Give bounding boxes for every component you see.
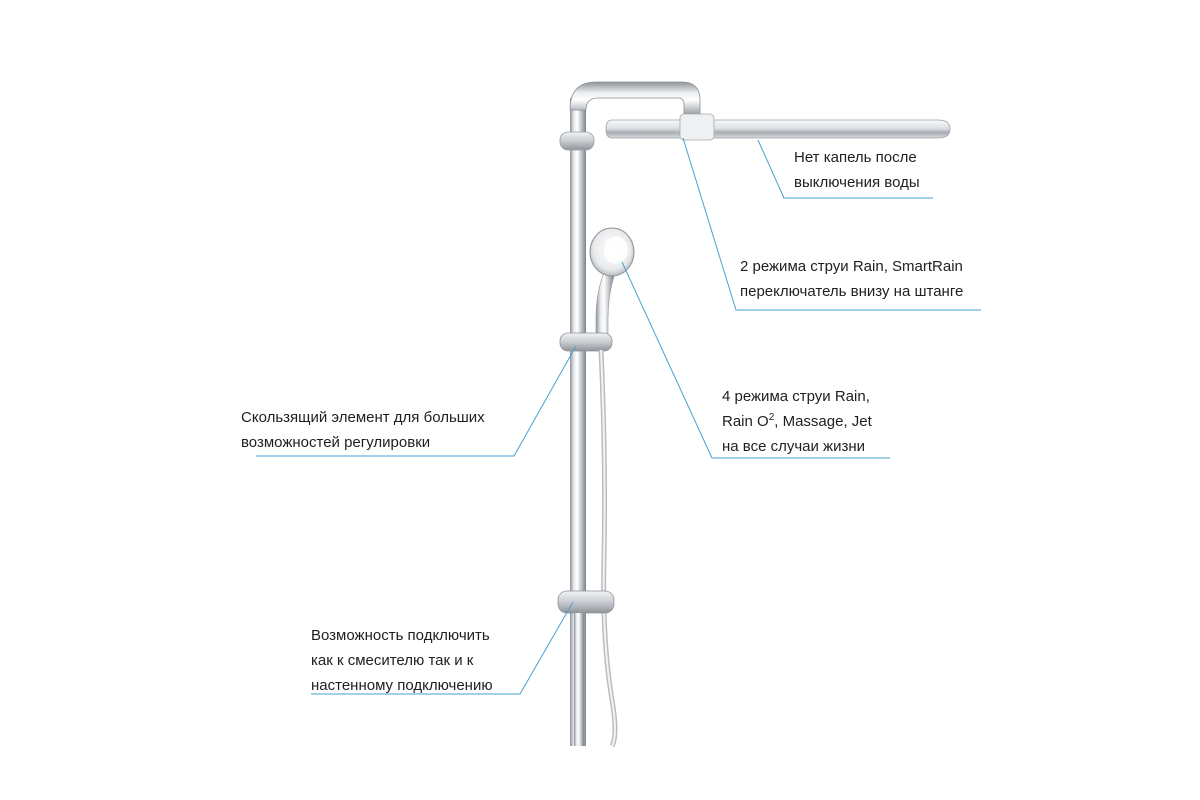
- hand-shower-face: [604, 236, 628, 264]
- callout-no-drips-line1: Нет капель после: [794, 149, 917, 166]
- callout-rain-modes-line2: переключатель внизу на штанге: [740, 283, 964, 300]
- callout-slider-line2: возможностей регулировки: [241, 434, 431, 451]
- callout-hand-shower-line3: на все случаи жизни: [722, 438, 866, 455]
- rain-shower-head: [606, 120, 950, 138]
- callout-connection: [311, 623, 493, 698]
- callout-hand-shower-line1: 4 режима струи Rain,: [722, 388, 870, 405]
- callout-no-drips: [794, 145, 920, 195]
- callout-hand-shower-line2-b: , Massage, Jet: [774, 413, 872, 430]
- callout-rain-modes-line1: 2 режима струи Rain, SmartRain: [740, 258, 963, 275]
- callout-hand-shower-line2-sup: 2: [768, 412, 775, 423]
- callout-hand-shower-modes: [722, 384, 872, 459]
- rain-head-connector: [680, 114, 714, 140]
- overhead-arm: [570, 82, 700, 118]
- callout-hand-shower-line2-a: Rain O: [722, 413, 769, 430]
- diverter-bracket: [558, 591, 614, 613]
- callout-connection-line3: настенному подключению: [311, 677, 493, 694]
- callout-hand-shower-line2: [722, 409, 872, 434]
- slider-bracket: [560, 333, 612, 351]
- hand-shower-handle: [596, 268, 614, 338]
- lower-connection-pipe: [574, 613, 584, 746]
- callout-rain-modes: [740, 254, 963, 304]
- callout-connection-line2: как к смесителю так и к: [311, 652, 474, 669]
- callout-no-drips-line2: выключения воды: [794, 174, 920, 191]
- callout-connection-line1: Возможность подключить: [311, 627, 490, 644]
- callout-slider: [241, 405, 485, 455]
- riser-clamp-top: [560, 132, 594, 150]
- callout-slider-line1: Скользящий элемент для больших: [241, 409, 485, 426]
